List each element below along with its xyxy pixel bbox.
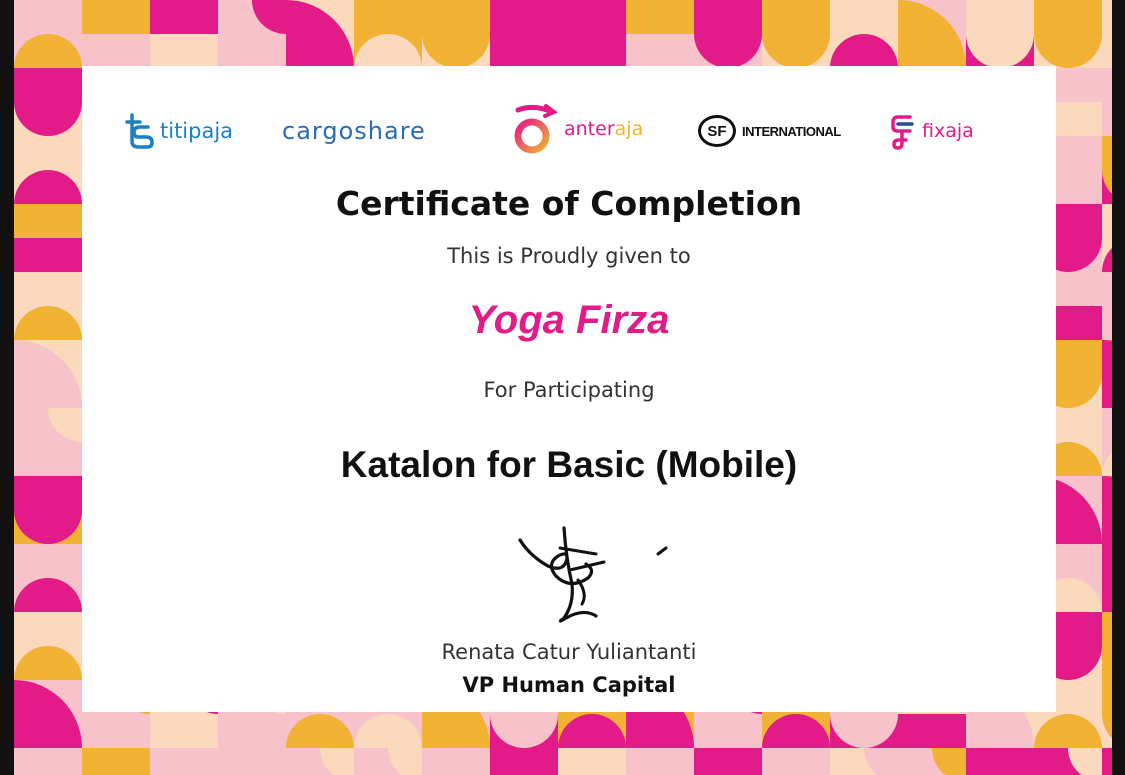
pattern-shape	[1102, 272, 1112, 340]
pattern-shape	[490, 0, 558, 68]
given-to-label: This is Proudly given to	[447, 244, 691, 268]
pattern-shape	[694, 748, 762, 775]
pattern-shape	[966, 748, 1034, 775]
logo-titipaja-text: titipaja	[160, 119, 234, 143]
pattern-shape	[82, 34, 150, 68]
pattern-shape	[1102, 612, 1112, 680]
signer-role: VP Human Capital	[462, 673, 676, 697]
pattern-shape	[558, 748, 626, 775]
pattern-shape	[558, 0, 626, 68]
pattern-shape	[150, 748, 218, 775]
logo-sf-suffix: INTERNATIONAL	[742, 123, 841, 139]
logo-anteraja-suffix: aja	[614, 118, 644, 140]
pattern-shape	[1102, 340, 1112, 408]
pattern-shape	[1102, 544, 1112, 612]
certificate-card	[82, 66, 1056, 712]
pattern-shape	[626, 748, 694, 775]
pattern-shape	[762, 0, 830, 68]
sf-icon	[698, 115, 736, 147]
pattern-shape	[14, 748, 82, 775]
pattern-shape	[14, 238, 82, 272]
pattern-shape	[966, 0, 1034, 68]
logo-anteraja	[512, 104, 643, 154]
pattern-shape	[422, 0, 490, 68]
logo-anteraja-prefix: anter	[564, 118, 615, 140]
sf-icon-text: SF	[707, 122, 727, 140]
pattern-shape	[14, 68, 82, 136]
logo-titipaja	[124, 106, 233, 156]
logo-fixaja	[888, 106, 974, 156]
signature	[500, 518, 670, 628]
pattern-shape	[490, 748, 558, 775]
recipient-name: Yoga Firza	[468, 298, 670, 342]
pattern-shape	[1102, 748, 1112, 775]
signer-name: Renata Catur Yuliantanti	[441, 640, 697, 664]
pattern-shape	[694, 0, 762, 68]
pattern-shape	[422, 748, 490, 775]
anteraja-icon	[512, 102, 558, 156]
logo-cargoshare-text: cargoshare	[282, 117, 426, 145]
logo-sf-international	[698, 106, 841, 156]
logo-fixaja-text: fixaja	[922, 120, 974, 142]
logo-cargoshare	[282, 106, 426, 156]
course-title: Katalon for Basic (Mobile)	[340, 444, 798, 485]
pattern-shape	[1102, 476, 1112, 544]
fixaja-icon	[888, 111, 916, 151]
pattern-shape	[1102, 0, 1112, 68]
pattern-shape	[762, 748, 830, 775]
pattern-shape	[898, 714, 966, 748]
titipaja-icon	[124, 111, 154, 151]
pattern-shape	[150, 34, 218, 68]
pattern-shape	[82, 748, 150, 775]
pattern-shape	[1034, 0, 1102, 68]
pattern-shape	[218, 748, 286, 775]
pattern-shape	[1102, 68, 1112, 136]
participating-label: For Participating	[483, 378, 655, 402]
pattern-shape	[626, 34, 694, 68]
certificate-frame	[14, 0, 1112, 775]
pattern-shape	[14, 476, 82, 544]
certificate-title: Certificate of Completion	[335, 184, 803, 223]
